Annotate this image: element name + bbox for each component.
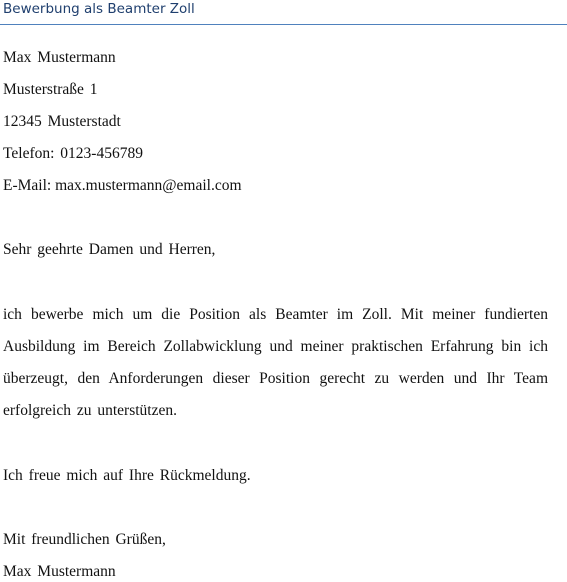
page-header bbox=[0, 0, 567, 25]
sender-email: E-Mail: max.mustermann@email.com bbox=[3, 177, 242, 194]
page-title: Bewerbung als Beamter Zoll bbox=[3, 1, 195, 17]
salutation: Sehr geehrte Damen und Herren, bbox=[3, 241, 216, 258]
body-line-1: ich bewerbe mich um die Position als Beamter im Zoll. Mit meiner fundierten bbox=[3, 306, 548, 323]
body-line-2: Ausbildung im Bereich Zollabwicklung und meiner praktischen Erfahrung bin ich bbox=[3, 338, 548, 355]
closing-sentence: Ich freue mich auf Ihre Rückmeldung. bbox=[3, 467, 251, 484]
body-line-3: überzeugt, den Anforderungen dieser Position gerecht zu werden und Ihr Team bbox=[3, 370, 548, 387]
body-line-4: erfolgreich zu unterstützen. bbox=[3, 402, 177, 419]
signature: Max Mustermann bbox=[3, 563, 116, 580]
sender-phone: Telefon: 0123-456789 bbox=[3, 145, 143, 162]
sender-name: Max Mustermann bbox=[3, 49, 116, 66]
closing: Mit freundlichen Grüßen, bbox=[3, 531, 166, 548]
sender-street: Musterstraße 1 bbox=[3, 81, 98, 98]
sender-city: 12345 Musterstadt bbox=[3, 113, 121, 130]
